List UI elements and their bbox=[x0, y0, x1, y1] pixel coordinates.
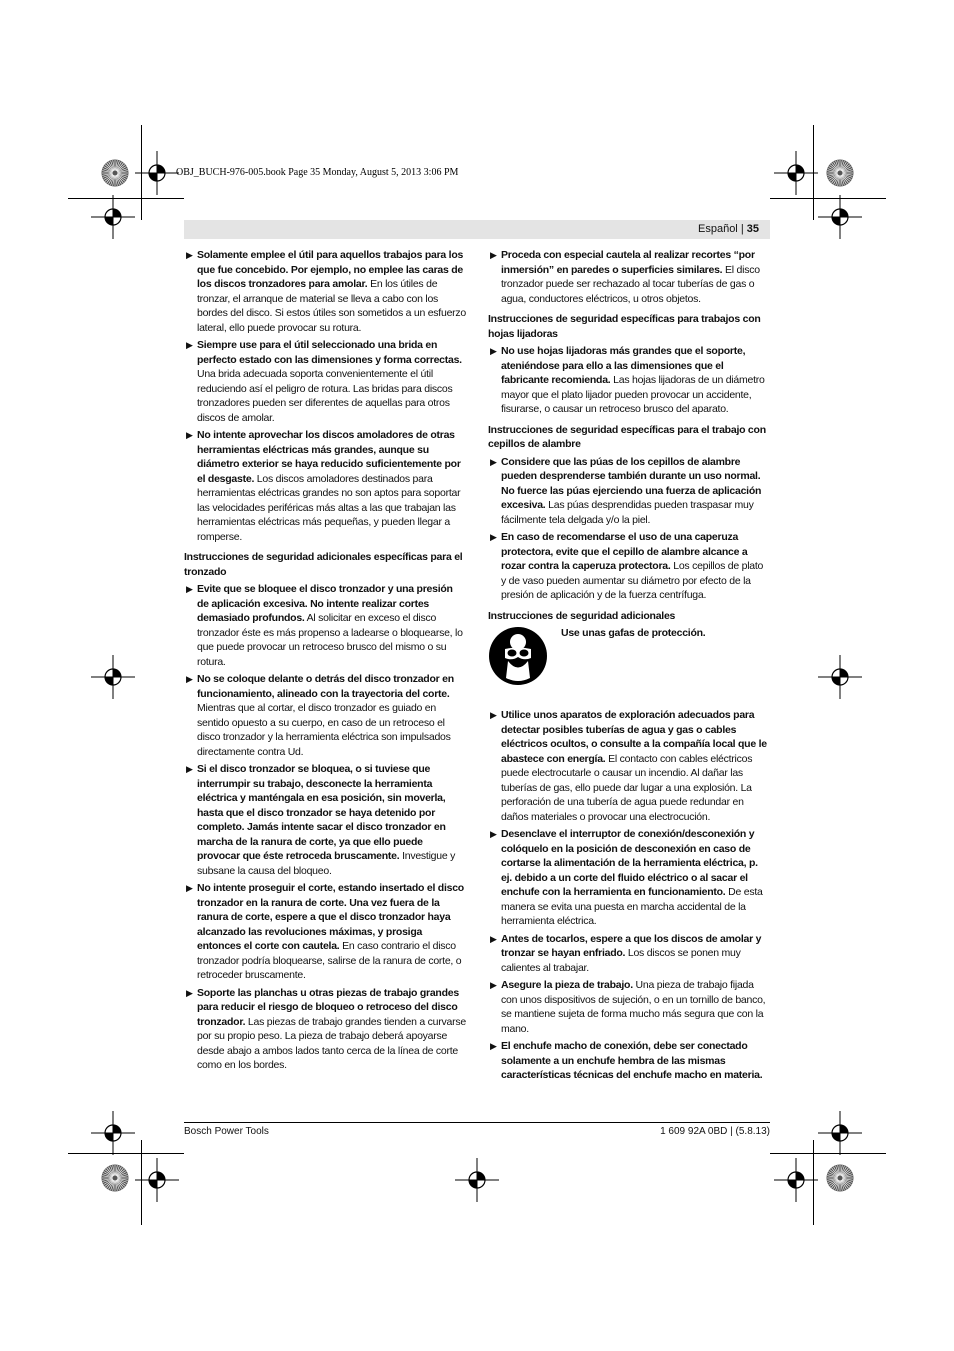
safety-instruction bbox=[184, 881, 466, 983]
color-registration-disc-icon bbox=[826, 1164, 854, 1197]
instruction-explanation: En los útiles de tronzar, el arranque de material se lleva a cabo con los bordes del disco. Si estos útiles son sometidos a un esfuerzo lateral, ello puede provocar su rotura. bbox=[197, 278, 466, 334]
bullet-arrow-icon: ▶ bbox=[490, 250, 497, 260]
bullet-arrow-icon: ▶ bbox=[186, 584, 193, 594]
crop-mark-line bbox=[68, 198, 184, 199]
left-column bbox=[184, 248, 466, 1076]
instruction-emphasis: No use hojas lijadoras más grandes que el soporte, ateniéndose para ello a las dimensiones que el fabricante recomienda. bbox=[501, 345, 746, 386]
section-heading: Instrucciones de seguridad adicionales bbox=[488, 609, 676, 622]
section-heading: Instrucciones de seguridad adicionales específicas para el tronzado bbox=[184, 551, 463, 578]
instruction-emphasis: Solamente emplee el útil para aquellos trabajos para los que fue concebido. Por ejemplo, no emplee las caras de los discos tronzadores para amolar. bbox=[197, 249, 464, 290]
instruction-emphasis: Siempre use para el útil seleccionado una brida en perfecto estado con las dimensiones y forma correctas. bbox=[197, 339, 462, 366]
color-registration-disc-icon bbox=[101, 159, 129, 192]
safety-goggles-icon bbox=[488, 626, 548, 686]
instruction-explanation: Una brida adecuada soporta convenientemente el útil reduciendo así el peligro de rotura. Las bridas para discos tronzadores pueden ser diferentes de aquellas para otros discos de amolar. bbox=[197, 368, 453, 424]
instruction-emphasis: Si el disco tronzador se bloquea, o si tuviese que interrumpir su trabajo, desconecte la herramienta eléctrica y manténgala en esa posición, sin moverla, hasta que el disco tronzador se haya detenido por completo. Jamás intente sacar el disco tronzador en marcha de la ranura de corte, ya que ello puede provocar que éste retroceda bruscamente. bbox=[197, 763, 446, 862]
registration-crosshair-icon bbox=[774, 151, 818, 200]
registration-crosshair-icon bbox=[91, 655, 135, 704]
safety-instruction bbox=[184, 428, 466, 544]
instruction-explanation: Los cepillos de plato y de vaso pueden aumentar su diámetro por efecto de la presión de aplicación y de la fuerza centrífuga. bbox=[501, 560, 764, 601]
safety-instruction bbox=[184, 672, 466, 759]
safety-instruction bbox=[184, 762, 466, 878]
registration-crosshair-icon bbox=[774, 1158, 818, 1207]
instruction-emphasis: El enchufe macho de conexión, debe ser conectado solamente a un enchufe hembra de las mismas características técnicas del enchufe macho en materia. bbox=[501, 1040, 763, 1081]
instruction-emphasis: No se coloque delante o detrás del disco tronzador en funcionamiento, alineado con la trayectoria del corte. bbox=[197, 673, 454, 700]
instruction-explanation: De esta manera se evita una puesta en marcha accidental de la herramienta eléctrica. bbox=[501, 886, 763, 927]
instruction-emphasis: Soporte las planchas u otras piezas de trabajo grandes para reducir el riesgo de bloqueo o retroceso del disco tronzador. bbox=[197, 986, 459, 1028]
safety-instruction bbox=[488, 978, 770, 1036]
registration-crosshair-icon bbox=[818, 195, 862, 244]
instruction-explanation: El disco tronzador puede ser rechazado al tocar tuberías de gas o agua, conductores eléctricos, u otros objetos. bbox=[501, 263, 760, 305]
safety-instruction bbox=[488, 248, 770, 306]
bullet-arrow-icon: ▶ bbox=[490, 532, 497, 542]
bullet-arrow-icon: ▶ bbox=[490, 710, 497, 720]
bullet-arrow-icon: ▶ bbox=[186, 674, 193, 684]
instruction-explanation: Las hojas lijadoras de un diámetro mayor que el plato lijador pueden provocar un accidente, fisurarse, o causar un retroceso brusco del aparato. bbox=[501, 374, 765, 415]
registration-crosshair-icon bbox=[455, 1158, 499, 1207]
header-separator: | bbox=[740, 223, 744, 235]
safety-instruction bbox=[488, 530, 770, 603]
bullet-arrow-icon: ▶ bbox=[186, 250, 193, 260]
instruction-explanation: Las púas desprendidas pueden traspasar muy fácilmente tela delgada y/o la piel. bbox=[501, 499, 754, 526]
safety-instruction bbox=[184, 338, 466, 425]
bullet-arrow-icon: ▶ bbox=[186, 987, 193, 998]
goggles-caption: Use unas gafas de protección. bbox=[561, 627, 706, 639]
header-text bbox=[698, 223, 759, 235]
footer-rule bbox=[184, 1122, 770, 1123]
color-registration-disc-icon bbox=[101, 1164, 129, 1197]
instruction-explanation: Al solicitar en exceso el disco tronzador éste es más propenso a ladearse o bloquearse, lo que puede provocar un retroceso brusco del mismo o su rotura. bbox=[197, 612, 463, 668]
safety-instruction bbox=[184, 986, 466, 1073]
instruction-emphasis: Utilice unos aparatos de exploración adecuados para detectar posibles tuberías de agua y gas o cables eléctricos ocultos, o consulte a la compañía local que le abastece con energía. bbox=[501, 709, 767, 765]
instruction-explanation: Los discos amoladores destinados para herramientas eléctricas grandes no son aptos para soportar las velocidades periféricas más altas a las que trabajan las herramientas eléctricas más pequeñas, y pueden llegar a romperse. bbox=[197, 472, 461, 543]
bullet-arrow-icon: ▶ bbox=[490, 1041, 497, 1051]
bullet-arrow-icon: ▶ bbox=[186, 883, 193, 893]
bullet-arrow-icon: ▶ bbox=[490, 980, 497, 990]
safety-instruction bbox=[488, 827, 770, 929]
instruction-explanation: Las piezas de trabajo grandes tienden a curvarse por su propio peso. La pieza de trabajo deberá apoyarse desde abajo a ambos lados tanto cerca de la línea de corte como en los bordes. bbox=[197, 1015, 466, 1071]
safety-instruction bbox=[184, 248, 466, 335]
instruction-emphasis: Asegure la pieza de trabajo. bbox=[501, 979, 633, 991]
safety-instruction bbox=[488, 455, 770, 528]
instruction-explanation: En caso contrario el disco tronzador podría bloquearse, salirse de la ranura de corte, o retroceder bruscamente. bbox=[197, 940, 462, 981]
print-slug: OBJ_BUCH-976-005.book Page 35 Monday, August 5, 2013 3:06 PM bbox=[176, 167, 459, 178]
safety-instruction bbox=[488, 932, 770, 976]
section-heading: Instrucciones de seguridad específicas para trabajos con hojas lijadoras bbox=[488, 313, 761, 340]
instruction-emphasis: No intente aprovechar los discos amoladores de otras herramientas eléctricas más grandes, aunque su diámetro exterior se haya reducido suficientemente por el desgaste. bbox=[197, 429, 461, 485]
registration-crosshair-icon bbox=[818, 655, 862, 704]
instruction-explanation: El contacto con cables eléctricos puede electrocutarle o causar un incendio. Al dañar las tuberías de gas, ello puede dar lugar a una explosión. La perforación de una tubería de agua puede redundar en daños materiales o provocar una electrocución. bbox=[501, 752, 753, 823]
bullet-arrow-icon: ▶ bbox=[490, 829, 497, 839]
crop-mark-line bbox=[770, 198, 886, 199]
instruction-emphasis: En caso de recomendarse el uso de una caperuza protectora, evite que el cepillo de alambre alcance a rozar contra la caperuza protectora. bbox=[501, 531, 748, 572]
section-heading: Instrucciones de seguridad específicas para el trabajo con cepillos de alambre bbox=[488, 423, 766, 450]
crop-mark-line bbox=[68, 1153, 184, 1154]
footer-left: Bosch Power Tools bbox=[184, 1126, 269, 1137]
header-language: Español bbox=[698, 223, 738, 235]
bullet-arrow-icon: ▶ bbox=[490, 456, 497, 467]
crop-mark-line bbox=[141, 125, 142, 220]
instruction-emphasis: Proceda con especial cautela al realizar recortes “por inmersión” en paredes o superficies similares. bbox=[501, 249, 755, 276]
instruction-explanation: Investigue y subsane la causa del bloqueo. bbox=[197, 850, 456, 877]
safety-goggles-notice bbox=[488, 626, 770, 686]
crop-mark-line bbox=[813, 125, 814, 220]
instruction-explanation: Una pieza de trabajo fijada con unos dispositivos de sujeción, o en un tornillo de banco, se mantiene sujeta de forma mucho más segura que con la mano. bbox=[501, 979, 766, 1035]
instruction-emphasis: Desenclave el interruptor de conexión/desconexión y colóquelo en la posición de desconexión en caso de cortarse la alimentación de la herramienta eléctrica, p. ej. debido a un corte del fluido eléctrico o al sacar el enchufe con la herramienta en funcionamiento. bbox=[501, 828, 758, 898]
bullet-arrow-icon: ▶ bbox=[186, 430, 193, 440]
crop-mark-line bbox=[770, 1153, 886, 1154]
registration-crosshair-icon bbox=[91, 195, 135, 244]
instruction-emphasis: Considere que las púas de los cepillos de alambre pueden desprenderse también durante un uso normal. No fuerce las púas ejerciendo una fuerza de aplicación excesiva. bbox=[501, 455, 762, 511]
instruction-emphasis: Evite que se bloquee el disco tronzador y una presión de aplicación excesiva. No intente realizar cortes demasiado profundos. bbox=[197, 583, 453, 624]
footer-right: 1 609 92A 0BD | (5.8.13) bbox=[660, 1126, 770, 1137]
page-number: 35 bbox=[746, 223, 759, 235]
bullet-arrow-icon: ▶ bbox=[490, 346, 497, 356]
bullet-arrow-icon: ▶ bbox=[186, 764, 193, 774]
color-registration-disc-icon bbox=[826, 159, 854, 192]
bullet-arrow-icon: ▶ bbox=[186, 340, 193, 350]
safety-instruction bbox=[488, 708, 770, 824]
safety-instruction bbox=[488, 1039, 770, 1083]
right-column bbox=[488, 248, 770, 1086]
bullet-arrow-icon: ▶ bbox=[490, 933, 497, 944]
page-header bbox=[184, 220, 770, 239]
instruction-explanation: Mientras que al cortar, el disco tronzador es guiado en sentido opuesto a su cuerpo, en caso de un retroceso el disco tronzador y la herramienta eléctrica son impulsados directamente contra Ud. bbox=[197, 702, 451, 758]
safety-instruction bbox=[184, 582, 466, 669]
instruction-emphasis: No intente proseguir el corte, estando insertado el disco tronzador en la ranura de corte. Una vez fuera de la ranura de corte, espere a que el disco tronzador haya alcanzado las revoluciones máximas, y prosiga entonces el corte con cautela. bbox=[197, 882, 464, 952]
safety-instruction bbox=[488, 344, 770, 417]
instruction-emphasis: Antes de tocarlos, espere a que los discos de amolar y tronzar se hayan enfriado. bbox=[501, 932, 762, 959]
instruction-explanation: Los discos se ponen muy calientes al trabajar. bbox=[501, 947, 741, 974]
